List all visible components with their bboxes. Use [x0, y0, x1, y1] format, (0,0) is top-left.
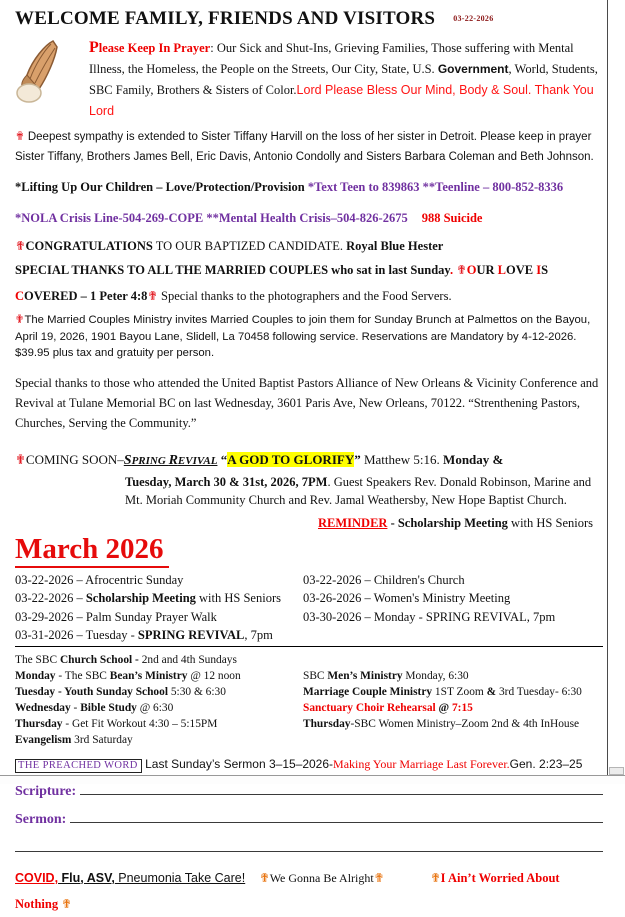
- schedule-entry: [15, 700, 303, 716]
- calendar-entry-text: 03-31-2026 – Tuesday -: [15, 628, 138, 642]
- is-initial: I: [536, 263, 542, 277]
- sympathy-text: Deepest sympathy is extended to Sister Tiffany Harvill on the loss of her sister in Detroit. Please keep in prayer Sister Tiffany, Brothers James Bell, Eric Davis, Antonio Condolly and Sisters Barbara Coleman and Beth Johnson.: [15, 131, 594, 163]
- schedule-bold: Men’s Ministry: [327, 669, 403, 682]
- calendar-entry: [15, 626, 303, 645]
- prayer-red-tail: Lord Please Bless Our Mind, Body & Soul. Thank You Lord: [89, 83, 594, 118]
- reminder-rest: with HS Seniors: [507, 515, 593, 530]
- coming-soon-line: [15, 450, 603, 471]
- schedule-entry: [303, 700, 603, 716]
- reminder-label: REMINDER: [317, 515, 388, 530]
- revival-speakers-2: Mt. Moriah Community Church and Rev. Jamal Weathersby, New Hope Baptist Church.: [125, 492, 567, 507]
- covered-rest: OVERED – 1 Peter 4:8: [24, 289, 148, 303]
- congratulations-mid: TO OUR BAPTIZED CANDIDATE.: [152, 239, 347, 253]
- nola-crisis-text: *NOLA Crisis Line-504-269-COPE **Mental Health Crisis–504-826-2675: [15, 211, 408, 225]
- pneumonia-text: Pneumonia Take Care!: [114, 870, 246, 885]
- flu-asv-words: Flu, ASV,: [58, 870, 115, 885]
- close-quote: ”: [354, 451, 361, 467]
- calendar-entry-text: 03-29-2026 – Palm Sunday Prayer Walk: [15, 609, 217, 624]
- calendar-entry-empty: [303, 626, 603, 645]
- preached-word-box: THE PREACHED WORD: [15, 759, 142, 773]
- page-edge-border: [607, 0, 608, 775]
- weekly-schedule: [15, 668, 603, 748]
- schedule-text: - The SBC: [55, 669, 110, 682]
- calendar-entry: [303, 571, 603, 590]
- red-period: .: [449, 263, 457, 277]
- sermon-title: Making Your Marriage Last Forever.: [333, 756, 510, 771]
- prayer-colon: :: [210, 41, 217, 55]
- scrollbar-corner: [609, 767, 624, 775]
- march-calendar: [15, 571, 603, 645]
- schedule-text: 5:30 & 6:30: [168, 685, 226, 698]
- covered-initial: C: [15, 289, 25, 303]
- schedule-bold: Marriage Couple Ministry: [303, 685, 433, 698]
- bulletin-date: 03-22-2026: [453, 14, 494, 23]
- suicide-line-text: 988 Suicide: [421, 211, 483, 225]
- schedule-text: 2nd and 4th Sundays: [141, 653, 237, 666]
- schedule-bold: Monday: [15, 669, 56, 682]
- month-heading-text: March 2026: [15, 533, 169, 568]
- revival-theme-highlight: A GOD TO GLORIFY: [227, 451, 355, 467]
- calendar-entry-text: 03-22-2026 – Afrocentric Sunday: [15, 572, 184, 587]
- children-hotline-line: [15, 176, 603, 198]
- schedule-text: The SBC: [15, 653, 60, 666]
- lifting-children-text: *Lifting Up Our Children – Love/Protection/Provision: [15, 180, 308, 194]
- cross-icon: ✟: [15, 129, 25, 143]
- pastors-alliance-text: Special thanks to those who attended the United Baptist Pastors Alliance of New Orleans & Vicinity Conference and Revival at Tulane Memorial BC on last Wednesday, 3601 Paris Ave, New Orleans, 70122. “Strenthening Pastors, Churches, Serving the Community.”: [15, 375, 599, 430]
- schedule-text: -: [70, 701, 81, 714]
- schedule-entry: [15, 668, 303, 684]
- covered-line: [15, 282, 603, 310]
- love-initial: L: [497, 263, 506, 277]
- weekly-schedule-line1: [15, 652, 603, 668]
- calendar-entry: [303, 589, 603, 608]
- sermon-label: Sermon:: [15, 811, 67, 827]
- calendar-entry-text: 03-26-2026 – Women's Ministry Meeting: [303, 591, 511, 605]
- schedule-bold: Bible Study: [80, 701, 137, 714]
- spring-initial: S: [123, 452, 132, 468]
- calendar-entry-text: 03-22-2026 – Children's Church: [303, 572, 465, 587]
- choir-rehearsal-text: Sanctuary Choir Rehearsal: [303, 701, 436, 714]
- sermon-row: [15, 809, 603, 828]
- married-couples-thanks-line: [15, 258, 603, 282]
- reminder-line: [15, 516, 603, 531]
- covid-word: COVID,: [15, 870, 59, 885]
- calendar-entry-text: with HS Seniors: [195, 591, 281, 605]
- cross-icon: ✟: [456, 262, 467, 277]
- viewer-bottom-bar: [0, 775, 625, 784]
- cross-icon: ✟: [147, 288, 158, 303]
- header: [15, 8, 603, 30]
- schedule-bold: Bean’s Ministry: [109, 669, 188, 682]
- cross-icon: ✟: [15, 238, 26, 253]
- schedule-entry: [15, 684, 303, 700]
- sympathy-paragraph: [15, 127, 603, 167]
- prayer-body-1: Our Sick and Shut-Ins, Grieving Families, Those suffering with Mental Illness, the Homeless, the People on the Streets, Our City, State, U.S.: [89, 41, 574, 76]
- schedule-bold: &: [486, 685, 497, 698]
- schedule-bold: Tuesday - Youth Sunday School: [15, 685, 168, 698]
- calendar-entry-text: 03-30-2026 – Monday - SPRING REVIVAL, 7pm: [303, 609, 556, 624]
- cross-icon: ✟: [259, 869, 270, 885]
- schedule-text: -SBC Women Ministry–Zoom 2nd & 4th InHouse: [350, 717, 580, 730]
- schedule-text: 3rd Saturday: [71, 733, 133, 746]
- cross-icon: ✟: [61, 895, 72, 911]
- prayer-body-2: , World, Students, SBC Family, Brothers & Sisters of Color.: [89, 62, 598, 97]
- schedule-text: 3rd Tuesday- 6:30: [496, 685, 582, 698]
- prayer-paragraph: [15, 37, 603, 122]
- calendar-divider: [15, 646, 603, 647]
- teen-hotline-text: *Text Teen to 839863 **Teenline – 800-852-8336: [307, 180, 564, 194]
- cross-icon: ✟: [15, 452, 26, 468]
- footer-line: [15, 865, 603, 917]
- crisis-hotline-line: [15, 207, 603, 229]
- scripture-label: Scripture:: [15, 783, 77, 799]
- cross-icon: ✟: [373, 869, 385, 885]
- schedule-text: @ 6:30: [136, 701, 174, 714]
- alright-text: We Gonna Be Alright: [269, 870, 374, 885]
- revival-dates: Tuesday, March 30 & 31st, 2026, 7PM: [125, 474, 328, 489]
- calendar-entry-text: , 7pm: [244, 628, 273, 642]
- schedule-entry: [15, 732, 303, 748]
- brunch-text: The Married Couples Ministry invites Married Couples to join them for Sunday Brunch at Palmettos on the Bayou, April 19, 2026, 1901 Bayou Lane, Slidell, La 70458 following service. Reservations are Mandatory by 4-12-2026. $39.95 plus tax and gratuity per person.: [15, 314, 591, 359]
- schedule-text: @ 12 noon: [187, 669, 241, 682]
- schedule-text: @: [435, 701, 452, 714]
- prayer-government: Government: [437, 62, 509, 76]
- schedule-bold: Evangelism: [15, 733, 72, 746]
- spring-rest: PRING: [131, 454, 169, 467]
- pastors-alliance-paragraph: [15, 373, 603, 433]
- schedule-entry: [303, 668, 603, 684]
- page-title: WELCOME FAMILY, FRIENDS AND VISITORS: [15, 8, 436, 29]
- schedule-entry: [15, 716, 303, 732]
- baptized-candidate-name: Royal Blue Hester: [346, 239, 444, 253]
- calendar-entry-bold: SPRING REVIVAL: [137, 628, 245, 642]
- is-rest: S: [541, 263, 549, 277]
- schedule-text: - Get Fit Workout 4:30 – 5:15PM: [62, 717, 218, 730]
- preached-word-line: [15, 757, 603, 772]
- coming-soon-label: COMING SOON–: [25, 451, 124, 467]
- photographers-thanks: Special thanks to the photographers and the Food Servers.: [157, 289, 452, 303]
- revival-rest: EVIVAL: [177, 454, 218, 467]
- worried-text: I Ain’t Worried About Nothing: [15, 870, 560, 911]
- choir-rehearsal-time: 7:15: [451, 701, 473, 714]
- calendar-entry-text: 03-22-2026 –: [15, 591, 86, 605]
- open-quote: “: [217, 451, 228, 467]
- revival-initial: R: [168, 452, 178, 468]
- cross-icon: ✟: [430, 869, 441, 885]
- schedule-bold: Church School -: [59, 653, 142, 666]
- schedule-entry-empty: [303, 732, 603, 748]
- calendar-entry-bold: Scholarship Meeting: [85, 591, 196, 605]
- congratulations-line: [15, 234, 603, 258]
- sermon-verse: Gen. 2:23–25: [509, 756, 583, 771]
- prayer-lead-initial: P: [89, 39, 99, 56]
- last-sermon-text: Last Sunday’s Sermon 3–15–2026-: [141, 756, 334, 771]
- extra-blank-line: [15, 828, 603, 852]
- congratulations-block: [15, 234, 603, 310]
- love-rest: OVE: [505, 263, 537, 277]
- month-heading: [15, 533, 603, 568]
- spring-revival-title: [124, 452, 218, 467]
- reminder-event: - Scholarship Meeting: [387, 515, 508, 530]
- prayer-lead: lease Keep In Prayer: [98, 41, 211, 55]
- schedule-bold: Wednesday: [15, 701, 71, 714]
- calendar-entry: [15, 608, 303, 627]
- calendar-entry: [303, 608, 603, 627]
- special-thanks-text: SPECIAL THANKS TO ALL THE MARRIED COUPLES who sat in last Sunday: [15, 263, 450, 277]
- our-rest: UR: [476, 263, 498, 277]
- brunch-paragraph: [15, 312, 603, 362]
- coming-soon-detail: [125, 473, 603, 509]
- schedule-text: 1ST Zoom: [432, 685, 487, 698]
- schedule-text: Monday, 6:30: [402, 669, 469, 682]
- our-initial: O: [466, 263, 477, 277]
- congratulations-word: CONGRATULATIONS: [25, 239, 153, 253]
- sermon-blank-line: [70, 809, 603, 823]
- schedule-bold: Thursday: [303, 717, 351, 730]
- calendar-entry: [15, 571, 303, 590]
- revival-speakers-1: . Guest Speakers Rev. Donald Robinson, Marine and: [327, 474, 592, 489]
- calendar-entry: [15, 589, 303, 608]
- schedule-entry: [303, 716, 603, 732]
- praying-hands-icon: [15, 39, 65, 103]
- schedule-bold: Thursday: [15, 717, 63, 730]
- revival-verse: Matthew 5:16.: [360, 451, 444, 467]
- revival-monday: Monday &: [443, 451, 504, 467]
- cross-icon: ✟: [15, 313, 25, 326]
- schedule-text: SBC: [303, 669, 328, 682]
- schedule-entry: [303, 684, 603, 700]
